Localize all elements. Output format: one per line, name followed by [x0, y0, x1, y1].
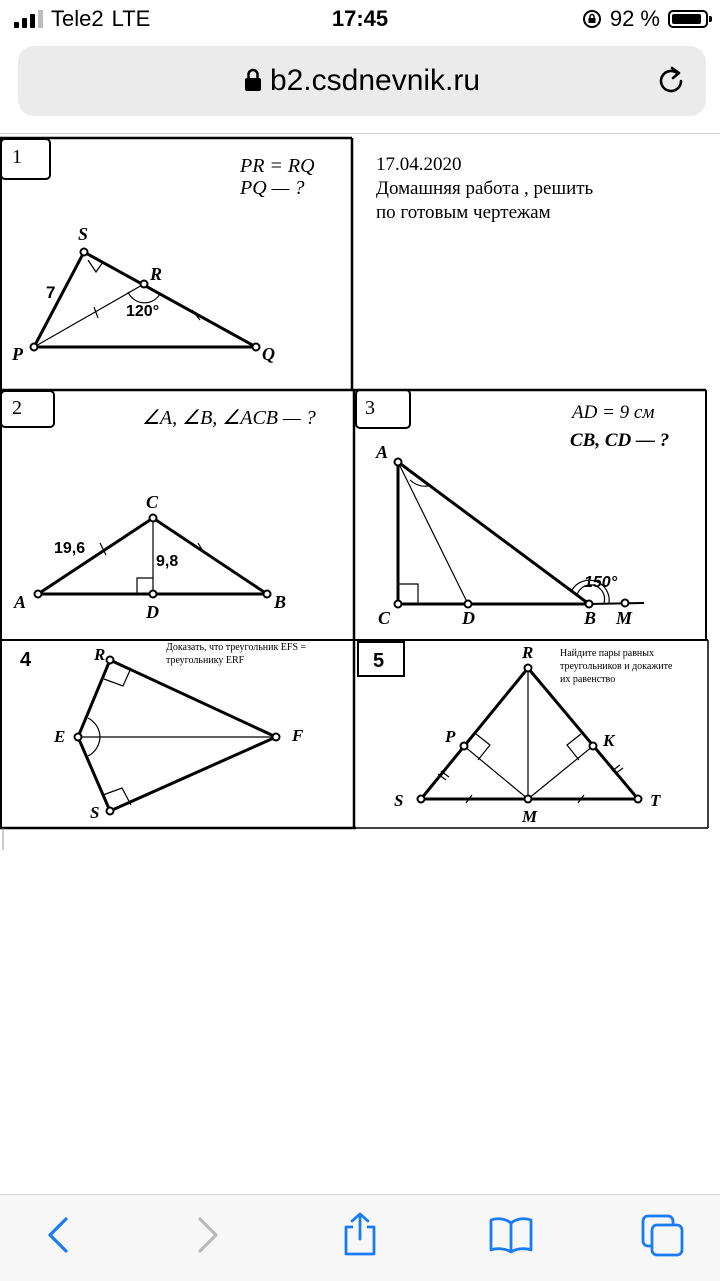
address-bar[interactable]: [18, 46, 706, 116]
problem-4-label-f: F: [292, 726, 304, 745]
problem-2-label-a: A: [14, 592, 27, 612]
problem-5-label-p: P: [445, 727, 456, 746]
problem-5-text-3: их равенство: [560, 674, 616, 685]
problem-4-label-r: R: [94, 645, 106, 664]
problem-3-label-d: D: [462, 608, 475, 628]
note-date: 17.04.2020: [376, 154, 462, 175]
problem-3-angle: 150°: [584, 574, 618, 591]
tabs-icon[interactable]: [640, 1213, 686, 1259]
problem-1-label-r: R: [150, 264, 163, 284]
worksheet-image: [0, 134, 720, 854]
status-bar: [0, 0, 720, 40]
problem-5-label-s: S: [394, 791, 404, 810]
problem-1-label-q: Q: [262, 344, 275, 364]
problem-2-height: 9,8: [156, 553, 179, 570]
network-type: LTE: [111, 6, 151, 31]
problem-3-label-a: A: [376, 442, 389, 462]
clock: 17:45: [331, 6, 389, 31]
bookmarks-icon[interactable]: [488, 1215, 534, 1255]
problem-4-label-e: E: [54, 727, 66, 746]
problem-5-label-k: K: [603, 731, 615, 750]
battery-icon: [668, 10, 708, 28]
problem-1-label-s: S: [78, 224, 89, 244]
problem-2-label-d: D: [146, 602, 159, 622]
problem-2-side: 19,6: [54, 540, 86, 557]
problem-5-label-r: R: [522, 643, 534, 662]
bottom-toolbar: [0, 1194, 720, 1281]
problem-2-question: ∠A, ∠B, ∠ACB — ?: [142, 407, 316, 429]
reload-icon[interactable]: [654, 64, 688, 98]
battery-percent: 92 %: [609, 6, 660, 31]
status-right: [582, 6, 708, 32]
url-display[interactable]: [18, 64, 706, 98]
problem-4-text-1: Доказать, что треугольник EFS =: [166, 642, 307, 653]
problem-3-condition-1: AD = 9 см: [572, 402, 655, 423]
problem-5-number: 5: [373, 650, 385, 672]
url-text: b2.csdnevnik.ru: [269, 64, 481, 97]
problem-4-text-2: треугольнику ERF: [166, 655, 245, 666]
problem-4-label-s: S: [90, 803, 100, 822]
problem-3-number: 3: [365, 397, 375, 419]
problem-5-text-2: треугольников и докажите: [560, 661, 673, 672]
problem-5-label-m: M: [522, 807, 538, 826]
problem-3-label-c: C: [378, 608, 391, 628]
problem-5-text-1: Найдите пары равных: [560, 648, 654, 659]
problem-1-side: 7: [46, 283, 56, 302]
orientation-lock-icon: [582, 9, 602, 29]
problem-5-label-t: T: [650, 791, 661, 810]
problem-2-number: 2: [12, 397, 22, 419]
problem-2-label-b: B: [274, 592, 287, 612]
problem-2-label-c: C: [146, 492, 159, 512]
problem-3-label-m: M: [616, 608, 633, 628]
problem-1-label-p: P: [12, 344, 23, 364]
forward-icon[interactable]: [192, 1215, 224, 1255]
problem-3-label-b: B: [584, 608, 597, 628]
problem-3-condition-2: CB, CD — ?: [570, 430, 670, 451]
share-icon[interactable]: [340, 1211, 380, 1257]
problem-4-number: 4: [20, 649, 32, 671]
problem-1-number: 1: [12, 146, 22, 168]
problem-1-condition-2: PQ — ?: [240, 177, 305, 199]
back-icon[interactable]: [42, 1215, 74, 1255]
problem-1-condition-1: PR = RQ: [240, 155, 315, 177]
note-line-1: Домашняя работа , решить: [376, 178, 594, 199]
lock-icon: [244, 68, 262, 92]
problem-1-angle: 120°: [126, 303, 160, 320]
carrier-name: Tele2: [51, 6, 104, 31]
note-line-2: по готовым чертежам: [376, 202, 551, 223]
